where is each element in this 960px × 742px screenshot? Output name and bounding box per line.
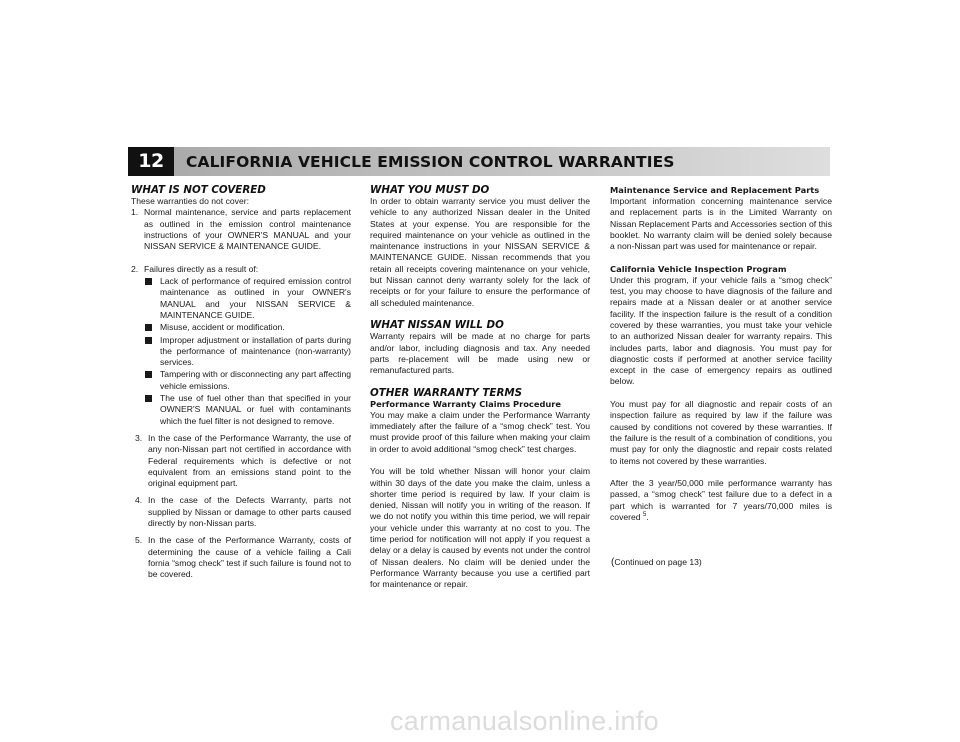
page-title: CALIFORNIA VEHICLE EMISSION CONTROL WARRANTIES: [186, 153, 675, 171]
item-number: 4.: [135, 495, 143, 506]
paragraph: Important information concerning maintenance service and replacement parts is in the Limited Warranty on Nissan Replacement Parts and Accessories section of this booklet. No warranty claim will be denied solely because a non-Nissan part was used for maintenance or repair.: [610, 196, 832, 252]
bullet-item: [131, 276, 351, 321]
paragraph: You will be told whether Nissan will honor your claim within 30 days of the date you make the claim, unless a shorter time period is required by law. If your claim is denied, Nissan will notify you in writing of the reason. If we do not notify you within this time period, we will repair your vehicle under this warranty at no cost to you. The time period for notification will not apply if you request a delay or a delay is caused by events not under the control of Nissan dealers. No claim will be denied under the Performance Warranty because you use a certified part for maintenance or repair.: [370, 466, 590, 590]
paragraph: You must pay for all diagnostic and repair costs of an inspection failure as required by law if the failure was caused by conditions not covered by these warranties. If the failure is the result of a combination of conditions, you must pay for only the diagnostic and repair costs related to items not covered by these warranties.: [610, 399, 832, 466]
column-1: [131, 185, 351, 581]
heading-what-is-not-covered: WHAT IS NOT COVERED: [131, 184, 266, 196]
paren-open: (: [611, 557, 615, 568]
continued-note: [611, 557, 702, 568]
bullet-item: [131, 335, 351, 369]
footnote-marker: 5: [642, 512, 647, 519]
list-item: [131, 264, 351, 275]
subheading-claims-procedure: Performance Warranty Claims Procedure: [370, 398, 562, 409]
item-number: 1.: [131, 207, 139, 218]
item-number: 5.: [135, 535, 143, 546]
paragraph: In order to obtain warranty service you must deliver the vehicle to any authorized Nissan dealer in the United States at your expense. You are responsible for the required maintenance on your vehicle as outlined in the maintenance instructions in your NISSAN SERVICE & MAINTENANCE GUIDE. Nissan recommends that you retain all receipts covering maintenance on your vehicle, but Nissan cannot deny warranty solely for the lack of receipts or for your failure to ensure the performance of all scheduled maintenance.: [370, 196, 590, 308]
bullet-item: [131, 322, 351, 333]
subheading-maintenance-service: Maintenance Service and Replacement Parts: [610, 185, 820, 195]
list-item: [131, 495, 351, 529]
item-text: Normal maintenance, service and parts replacement as outlined in the emission control maintenance instructions of your OWNER'S MANUAL and your NISSAN SERVICE & MAINTENANCE GUIDE.: [144, 207, 351, 252]
subheading-inspection-program: California Vehicle Inspection Program: [610, 263, 787, 274]
bullet-text: The use of fuel other than that specified in your OWNER'S MANUAL or fuel with contaminants which the fuel filter is not designed to remove.: [160, 393, 351, 426]
square-bullet-icon: [145, 371, 152, 378]
paragraph: After the 3 year/50,000 mile performance warranty has passed, a “smog check” test failure due to a defect in a part which is warranted for 7 years/70,000 miles is covered $^5$.: [610, 478, 832, 523]
item-text: In the case of the Performance Warranty, the use of any non-Nissan part not certified in accordance with Federal requirements which is defective or not equivalent from an emissions stand point to the original equipment part.: [148, 432, 351, 489]
paragraph-text: After the 3 year/50,000 mile performance warranty has passed, a “smog check” test failure due to a defect in a part which is warranted for 7 years/70,000 miles is covered: [610, 478, 832, 523]
intro-text: These warranties do not cover:: [131, 196, 249, 206]
item-number: 3.: [135, 432, 143, 443]
list-item: [131, 207, 351, 252]
watermark-text: carmanualsonline.info: [390, 706, 659, 736]
heading-what-you-must-do: WHAT YOU MUST DO: [370, 184, 490, 196]
bullet-text: Tampering with or disconnecting any part affecting vehicle emissions.: [160, 369, 351, 391]
square-bullet-icon: [145, 395, 152, 402]
list-item: [131, 535, 351, 580]
bullet-item: [131, 369, 351, 392]
bullet-text: Improper adjustment or installation of parts during the performance of maintenance (non-warranty) services.: [160, 334, 351, 368]
item-text: In the case of the Performance Warranty, costs of determining the cause of a vehicle failing a Cali fornia “smog check” test if such failure is found not to be covered.: [148, 535, 351, 580]
bullet-item: [131, 393, 351, 427]
paragraph: Warranty repairs will be made at no charge for parts and/or labor, including diagnosis and tax. Any needed parts re-placement will be made using new or remanufactured parts.: [370, 331, 590, 376]
square-bullet-icon: [145, 278, 152, 285]
item-text: In the case of the Defects Warranty, parts not supplied by Nissan or damage to other parts caused directly by non-Nissan parts.: [148, 495, 351, 529]
bullet-text: Lack of performance of required emission control maintenance as outlined in your OWNER's MANUAL and your NISSAN SERVICE & MAINTENANCE GUIDE.: [160, 276, 351, 320]
bullet-text: Misuse, accident or modification.: [160, 322, 285, 333]
item-number: 2.: [131, 263, 139, 274]
square-bullet-icon: [145, 324, 152, 331]
column-3: [610, 185, 832, 523]
continued-text: Continued on page 13): [614, 557, 702, 567]
heading-what-nissan-will-do: WHAT NISSAN WILL DO: [370, 319, 504, 332]
paragraph: Under this program, if your vehicle fails a “smog check” test, you may choose to have diagnosis of the failure and repairs made at a Nissan dealer or at another service facility. If the inspection failure is the result of a condition covered by these warranties, you must take your vehicle to an authorized Nissan dealer for warranty repairs. This includes parts, labor and diagnosis. You must pay for diagnostic costs if performed at another service facility except in the case of emergency repairs as outlined below.: [610, 274, 832, 387]
list-item: [131, 433, 351, 489]
item-text: Failures directly as a result of:: [144, 263, 259, 274]
column-2: [370, 185, 590, 591]
page-number: 12: [128, 147, 174, 176]
paragraph: You may make a claim under the Performance Warranty immediately after the failure of a “smog check” test. You must provide proof of this failure when making your claim in order to avoid additional “smog check” test charges.: [370, 409, 590, 454]
square-bullet-icon: [145, 337, 152, 344]
heading-other-warranty-terms: OTHER WARRANTY TERMS: [370, 386, 523, 399]
